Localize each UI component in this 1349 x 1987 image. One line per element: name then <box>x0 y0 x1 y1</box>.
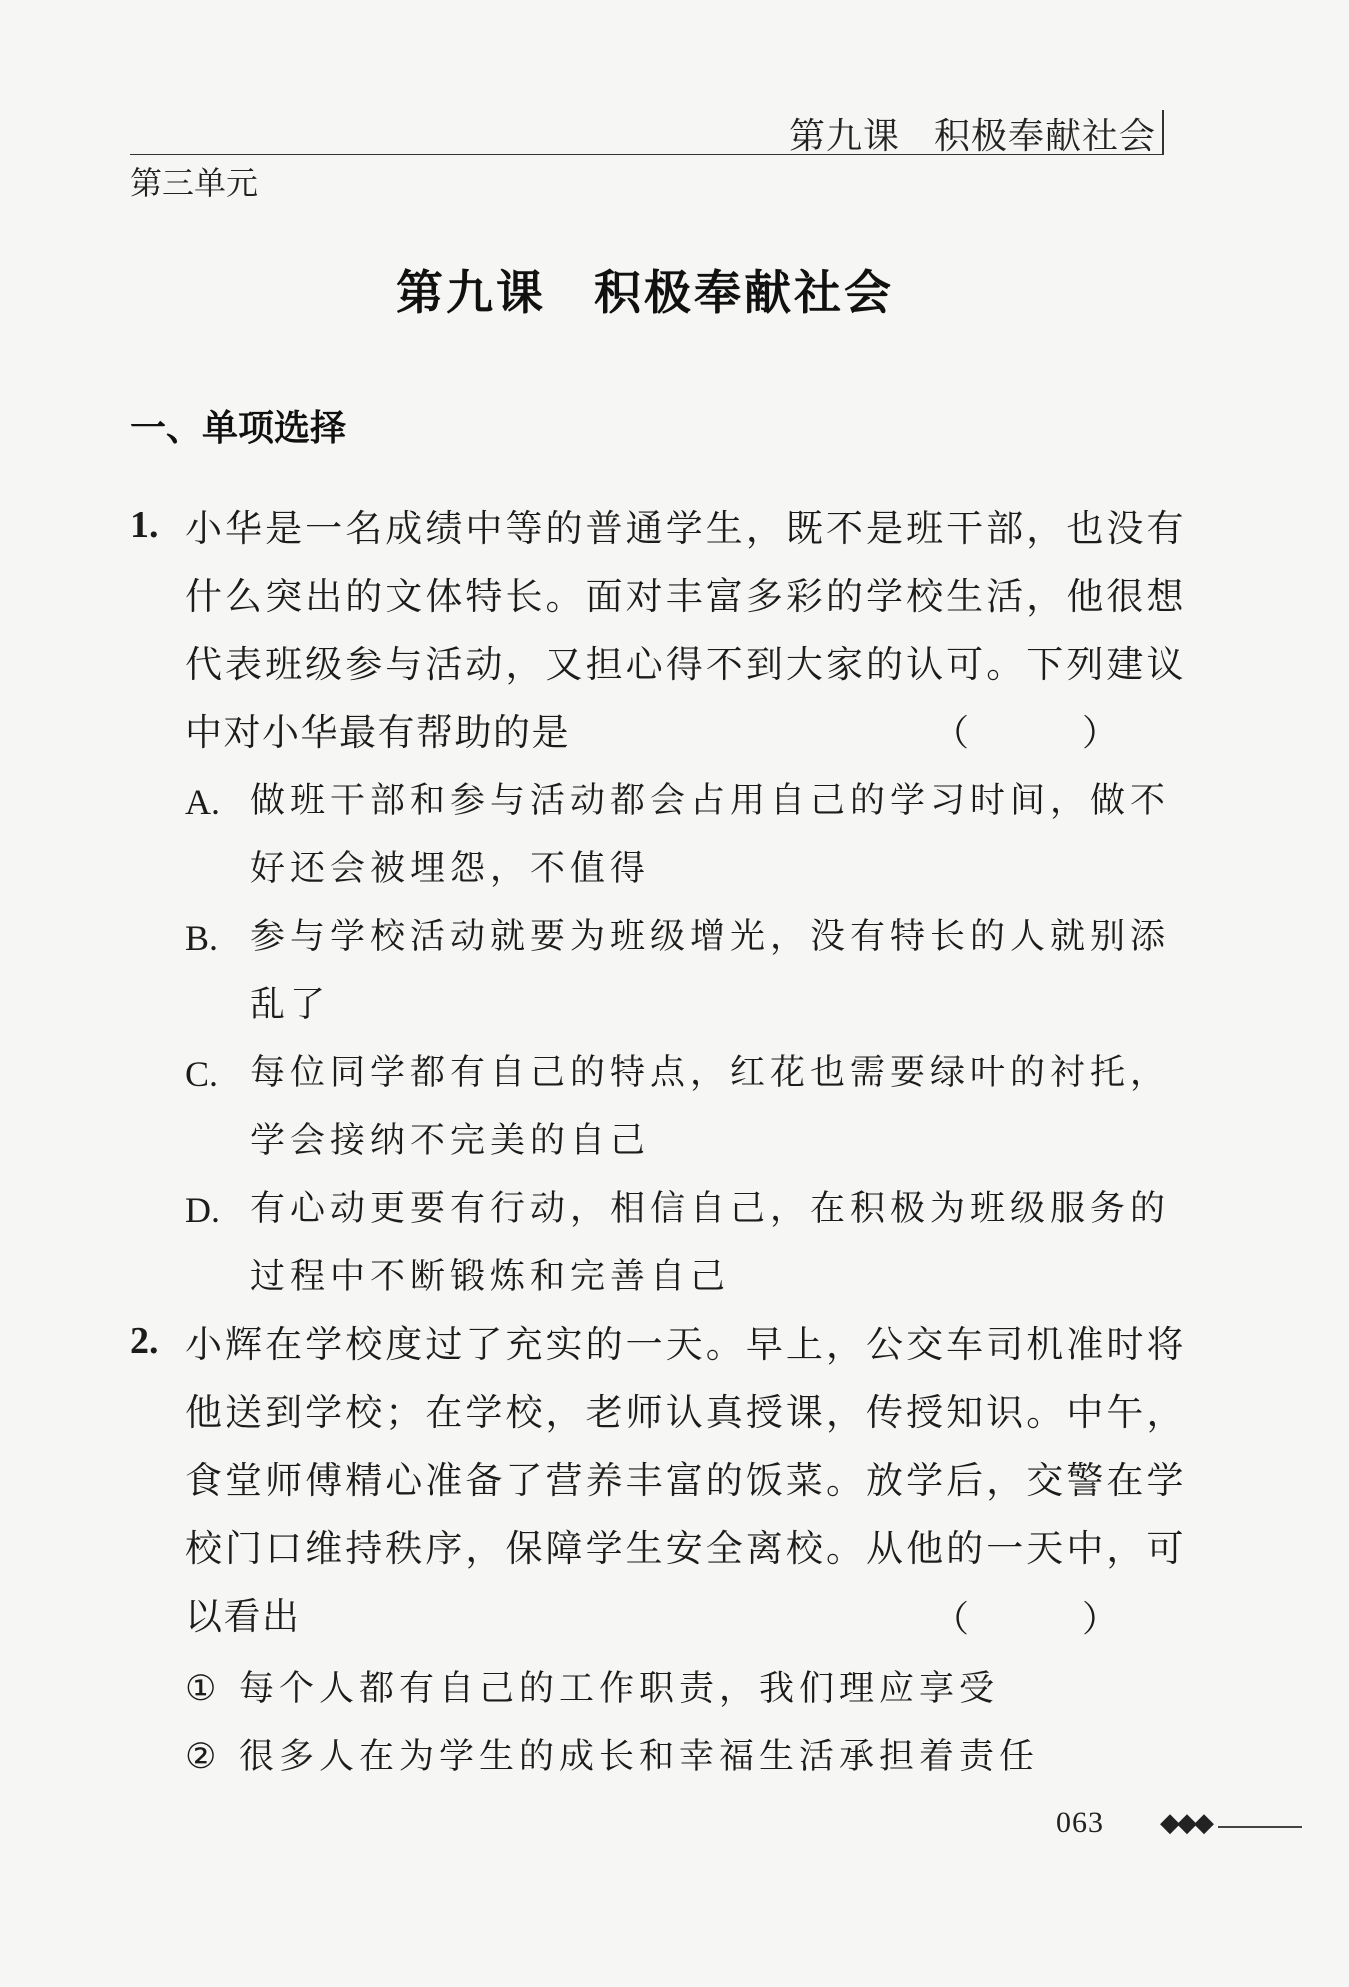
page-number: 063 <box>1056 1806 1104 1839</box>
question-1-answer-paren: （ ） <box>932 713 1170 753</box>
option-text: 做班干部和参与活动都会占用自己的学习时间，做不好还会被埋怨，不值得 <box>250 781 1171 889</box>
statement-mark: ② <box>185 1737 217 1777</box>
option-letter: A. <box>185 782 220 822</box>
running-header-bar <box>1162 110 1164 154</box>
section-heading: 一、单项选择 <box>130 408 347 449</box>
statement-text: 很多人在为学生的成长和幸福生活承担着责任 <box>239 1737 1040 1777</box>
statement-text: 每个人都有自己的工作职责，我们理应享受 <box>239 1669 1000 1709</box>
unit-label: 第三单元 <box>130 164 259 202</box>
question-2-stem: 小辉在学校度过了充实的一天。早上，公交车司机准时将他送到学校；在学校，老师认真授课，传授知识。中午，食堂师傅精心准备了营养丰富的饭菜。放学后，交警在学校门口维持秩序，保障学生安全离校。从他的一天中，可以看出 <box>185 1323 1185 1638</box>
option-text: 有心动更要有行动，相信自己，在积极为班级服务的过程中不断锻炼和完善自己 <box>250 1189 1171 1297</box>
running-header <box>130 98 1164 155</box>
question-2-number: 2. <box>130 1320 159 1362</box>
diamond-ornament-icon: ◆◆◆ <box>1160 1808 1211 1838</box>
running-header-lesson-title: 积极奉献社会 <box>933 116 1156 157</box>
page-title-name: 积极奉献社会 <box>594 266 894 321</box>
question-1-number: 1. <box>130 504 159 546</box>
footer-line <box>1218 1826 1302 1828</box>
question-2-statement-1 <box>185 1661 999 1711</box>
option-text: 每位同学都有自己的特点，红花也需要绿叶的衬托，学会接纳不完美的自己 <box>250 1053 1171 1161</box>
question-1-stem: 小华是一名成绩中等的普通学生，既不是班干部，也没有什么突出的文体特长。面对丰富多彩的学校生活，他很想代表班级参与活动，又担心得不到大家的认可。下列建议中对小华最有帮助的是 <box>185 507 1185 754</box>
page-title <box>0 256 1290 323</box>
running-header-lesson <box>789 108 1156 159</box>
running-header-lesson-number: 第九课 <box>788 116 900 157</box>
option-letter: B. <box>185 918 219 958</box>
question-2-answer-paren: （ ） <box>932 1599 1170 1639</box>
option-letter: D. <box>185 1190 220 1230</box>
question-2-statement-2 <box>185 1729 1039 1779</box>
page-title-number: 第九课 <box>396 266 546 321</box>
statement-mark: ① <box>185 1669 217 1709</box>
option-text: 参与学校活动就要为班级增光，没有特长的人就别添乱了 <box>250 917 1171 1025</box>
option-letter: C. <box>185 1054 219 1094</box>
